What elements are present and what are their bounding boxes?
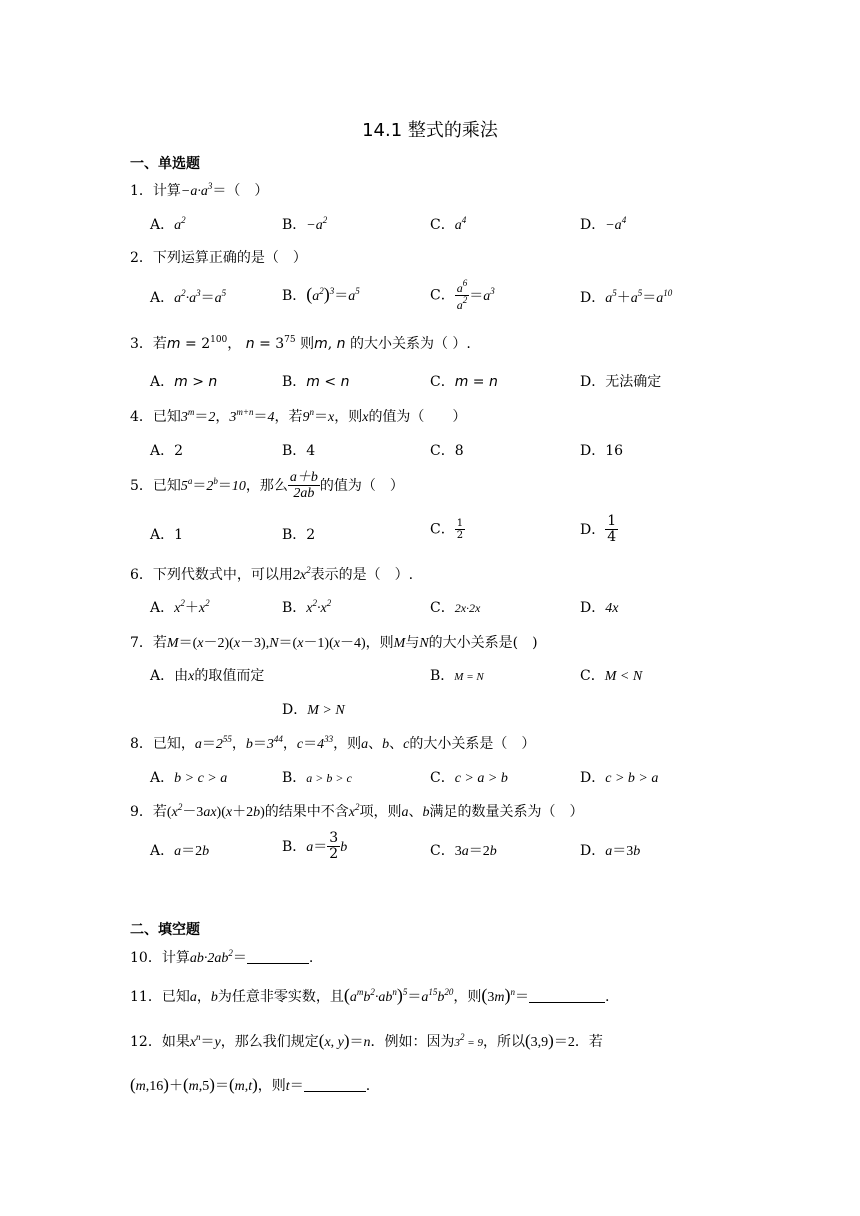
q1-option-b[interactable]: B．$-a^2$ — [282, 215, 328, 233]
q8-option-c[interactable]: C．c > a > b — [430, 770, 508, 786]
question-5: 5．已知$5^a=2^b=10$，那么 $\frac{a+b}{2ab}$ 的值为（ ） — [130, 470, 404, 502]
q4-option-a[interactable]: A．2 — [150, 443, 184, 459]
q8-option-b[interactable]: B．a > b > c — [282, 770, 352, 786]
q3-option-d[interactable]: D．无法确定 — [580, 374, 662, 390]
answer-blank[interactable] — [247, 963, 309, 964]
question-4: 4．已知$3^m=2$，$3^{m+n}=4$，若$9^n=x$，则x的值为（ ） — [130, 407, 467, 425]
q7-option-c[interactable]: C．M < N — [580, 668, 643, 684]
question-3: 3．若$m = 2^{100}$， $n = 3^{75}$ 则m, n 的大小关系为（ ）. — [130, 335, 471, 352]
q5-option-a[interactable]: A．1 — [150, 527, 184, 543]
answer-blank[interactable] — [304, 1091, 366, 1092]
q6-option-d[interactable]: D．4x — [580, 600, 619, 616]
q5-option-b[interactable]: B．2 — [282, 527, 316, 543]
q6-option-b[interactable]: B．$x^2\cdot x^2$ — [282, 598, 332, 616]
question-11: 11．已知a，b为任意非零实数，且$(a^mb^2\cdot ab^n)^5=a^{15}b^{20}$，则$(3m)^n=$ . — [130, 985, 610, 1005]
q4-option-b[interactable]: B．4 — [282, 443, 316, 459]
question-6: 6．下列代数式中，可以用$2x^2$表示的是（ ）. — [130, 565, 414, 583]
question-1: 1．计算$-a\cdot a^3=$（ ） — [130, 181, 269, 199]
question-9: 9．若$(x^2-3ax)(x+2b)$的结果中不含$x^2$项，则a、b满足的数量关系为（ ） — [130, 802, 584, 820]
q7-option-b[interactable]: B．M = N — [430, 668, 484, 684]
q1-option-d[interactable]: D．$-a^4$ — [580, 215, 627, 233]
question-10: 10．计算$ab\cdot 2ab^2=$ . — [130, 948, 314, 966]
question-7: 7．若M＝(x－2)(x－3),N＝(x－1)(x－4)，则M与N的大小关系是( ) — [130, 635, 538, 651]
question-12: 12．如果$x^n=y$，那么我们规定(x, y)＝n．例如：因为$3^2 = 9$，所以(3,9)＝2．若 — [130, 1031, 603, 1050]
answer-blank[interactable] — [529, 1002, 605, 1003]
q9-option-c[interactable]: C．3a＝2b — [430, 843, 497, 859]
question-12-line-2: (m,16)＋(m,5)＝(m,t)，则t＝ . — [130, 1075, 371, 1094]
q3-option-b[interactable]: B．m < n — [282, 374, 350, 390]
q3-option-a[interactable]: A．m > n — [150, 374, 218, 390]
q9-option-d[interactable]: D．a＝3b — [580, 843, 641, 859]
section-single-choice: 一、单选题 — [130, 156, 200, 172]
q9-option-b[interactable]: B．a＝ $\frac{3}{2}$ b — [282, 830, 348, 863]
question-2: 2．下列运算正确的是（ ） — [130, 250, 307, 266]
section-fill-blank: 二、填空题 — [130, 922, 200, 938]
q3-option-c[interactable]: C．m = n — [430, 374, 498, 390]
q2-option-b[interactable]: B．$(a^2)^3=a^5$ — [282, 284, 360, 304]
q4-option-c[interactable]: C．8 — [430, 443, 464, 459]
q4-option-d[interactable]: D．16 — [580, 443, 624, 459]
q5-option-d[interactable]: D． $\frac{1}{4}$ — [580, 513, 617, 546]
question-8: 8．已知，$a=2^{55}$，$b=3^{44}$，$c=4^{33}$，则a、b、c的大小关系是（ ） — [130, 734, 536, 752]
q2-option-d[interactable]: D．$a^5+a^5=a^{10}$ — [580, 288, 673, 306]
q7-option-d[interactable]: D．M > N — [282, 702, 345, 718]
q2-option-c[interactable]: C． $\frac{a^6}{a^2}$ $=a^3$ — [430, 278, 495, 313]
q1-option-c[interactable]: C．$a^4$ — [430, 215, 467, 233]
page-title: 14.1 整式的乘法 — [362, 120, 498, 141]
q6-option-a[interactable]: A．$x^2+x^2$ — [150, 598, 210, 616]
q6-option-c[interactable]: C．2x·2x — [430, 600, 481, 616]
q2-option-a[interactable]: A．$a^2\cdot a^3=a^5$ — [150, 288, 227, 306]
q9-option-a[interactable]: A．a＝2b — [150, 843, 210, 859]
q8-option-a[interactable]: A．b > c > a — [150, 770, 228, 786]
q7-option-a[interactable]: A．由x的取值而定 — [150, 668, 265, 684]
q1-option-a[interactable]: A．$a^2$ — [150, 215, 186, 233]
q1-expression: $-a\cdot a^3$ — [180, 181, 213, 199]
q5-option-c[interactable]: C． $\frac{1}{2}$ — [430, 518, 464, 541]
q8-option-d[interactable]: D．c > b > a — [580, 770, 659, 786]
